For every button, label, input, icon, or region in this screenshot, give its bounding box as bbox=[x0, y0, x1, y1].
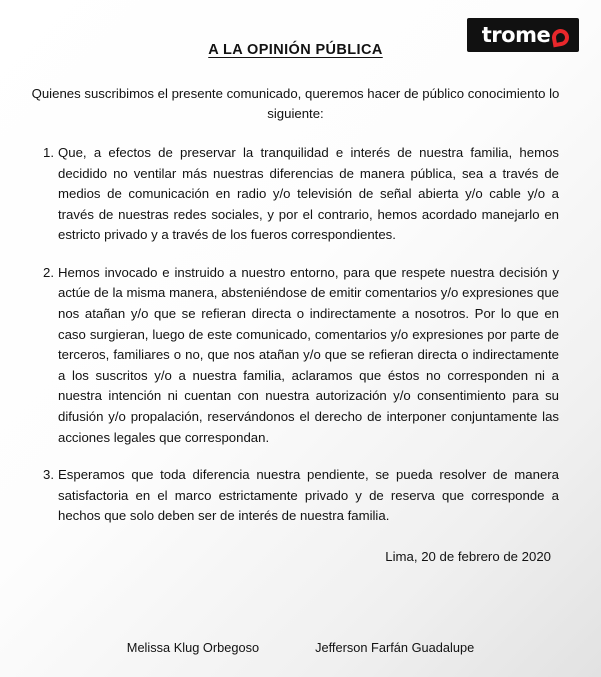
signature-block bbox=[0, 640, 601, 655]
place-and-date: Lima, 20 de febrero de 2020 bbox=[385, 549, 551, 564]
intro-paragraph: Quienes suscribimos el presente comunicado, queremos hacer de público conocimiento lo siguiente: bbox=[31, 86, 560, 122]
trome-logo bbox=[467, 18, 579, 52]
signatory-name: Melissa Klug Orbegoso bbox=[126, 640, 260, 655]
list-item: Hemos invocado e instruido a nuestro entorno, para que respete nuestra decisión y actúe de la misma manera, absteniéndose de emitir comentarios y/o expresiones que nos atañan y/o que se refieran directa o indirectamente a nosotros. Por lo que en caso surgieran, luego de este comunicado, comentarios y/o expresiones por parte de terceros, familiares o no, que nos atañan y/o que se refieran directa o indirectamente a los suscritos y/o a nuestra familia, aclaramos que éstos no corresponden ni a nuestra intención ni cuentan con nuestra autorización y/o consentimiento para su difusión y/o propalación, reservándonos el derecho de interponer conjuntamente las acciones legales que correspondan. bbox=[58, 264, 559, 445]
list-item: Esperamos que toda diferencia nuestra pendiente, se pueda resolver de manera satisfactoria en el marco estrictamente privado y de reserva que corresponde a hechos que solo deben ser de interés de nuestra familia. bbox=[58, 467, 559, 524]
list-item: Que, a efectos de preservar la tranquilidad e interés de nuestra familia, hemos decidido no ventilar más nuestras diferencias de manera pública, sea a través de medios de comunicación en radio y/o televisión de señal abierta y/o cable y/o a través de nuestras redes sociales, y por el contrario, hemos acordado manejarlo en estricto privado y a través de los fueros correspondientes. bbox=[58, 144, 559, 243]
signatory-name: Jefferson Farfán Guadalupe bbox=[315, 640, 475, 655]
swoosh-icon bbox=[551, 28, 571, 48]
page-title: A LA OPINIÓN PÚBLICA bbox=[208, 42, 383, 58]
clause-list bbox=[34, 143, 559, 527]
trome-logo-text: trome bbox=[481, 22, 551, 47]
